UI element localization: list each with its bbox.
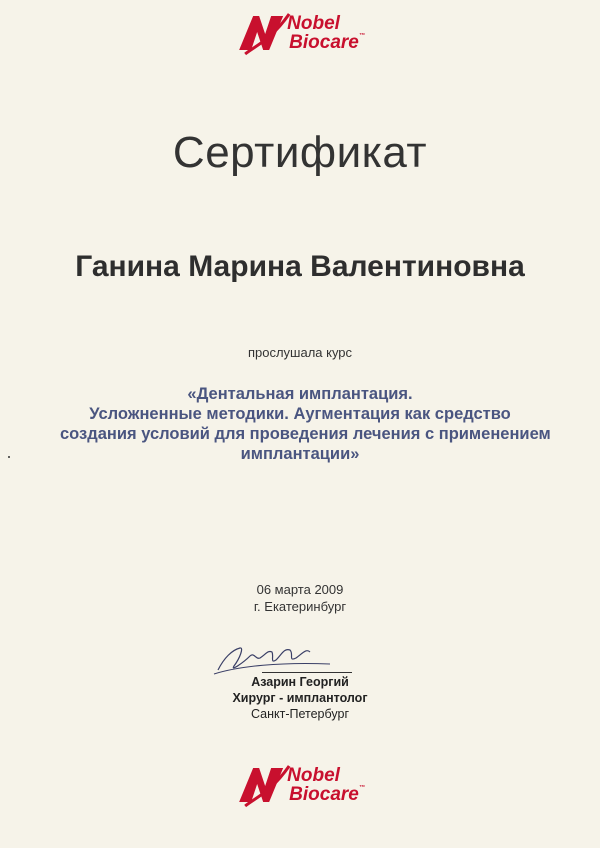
logo-line-biocare: Biocare [289,784,359,805]
course-title [60,384,551,464]
certificate-title: Сертификат [172,128,428,177]
logo-line-nobel: Nobel [287,765,340,786]
completed-course-text: прослушала курс [247,345,353,360]
nobel-biocare-logo-top [235,10,365,56]
signature-line [262,672,352,673]
signer-block [0,674,600,722]
signer-city: Санкт-Петербург [250,707,350,721]
course-line: «Дентальная имплантация. [187,385,413,403]
logo-line-biocare: Biocare [289,32,359,53]
logo-trademark: ™ [358,785,365,791]
nobel-biocare-emblem-icon [235,10,293,56]
signer-position: Хирург - имплантолог [232,691,368,705]
recipient-name: Ганина Марина Валентиновна [75,250,525,283]
logo-line-nobel: Nobel [287,13,340,34]
issue-date: 06 марта 2009 [256,582,344,597]
course-line: Усложненные методики. Аугментация как средство [89,405,511,423]
issue-date-block [0,581,600,615]
margin-dot [8,456,10,458]
signer-name: Азарин Георгий [251,675,349,689]
nobel-biocare-emblem-icon [235,762,293,808]
issue-city: г. Екатеринбург [253,599,347,614]
course-line: создания условий для проведения лечения с применением [60,425,551,443]
nobel-biocare-logo-bottom [235,762,365,808]
logo-trademark: ™ [358,33,365,39]
course-line: имплантации» [240,445,360,463]
